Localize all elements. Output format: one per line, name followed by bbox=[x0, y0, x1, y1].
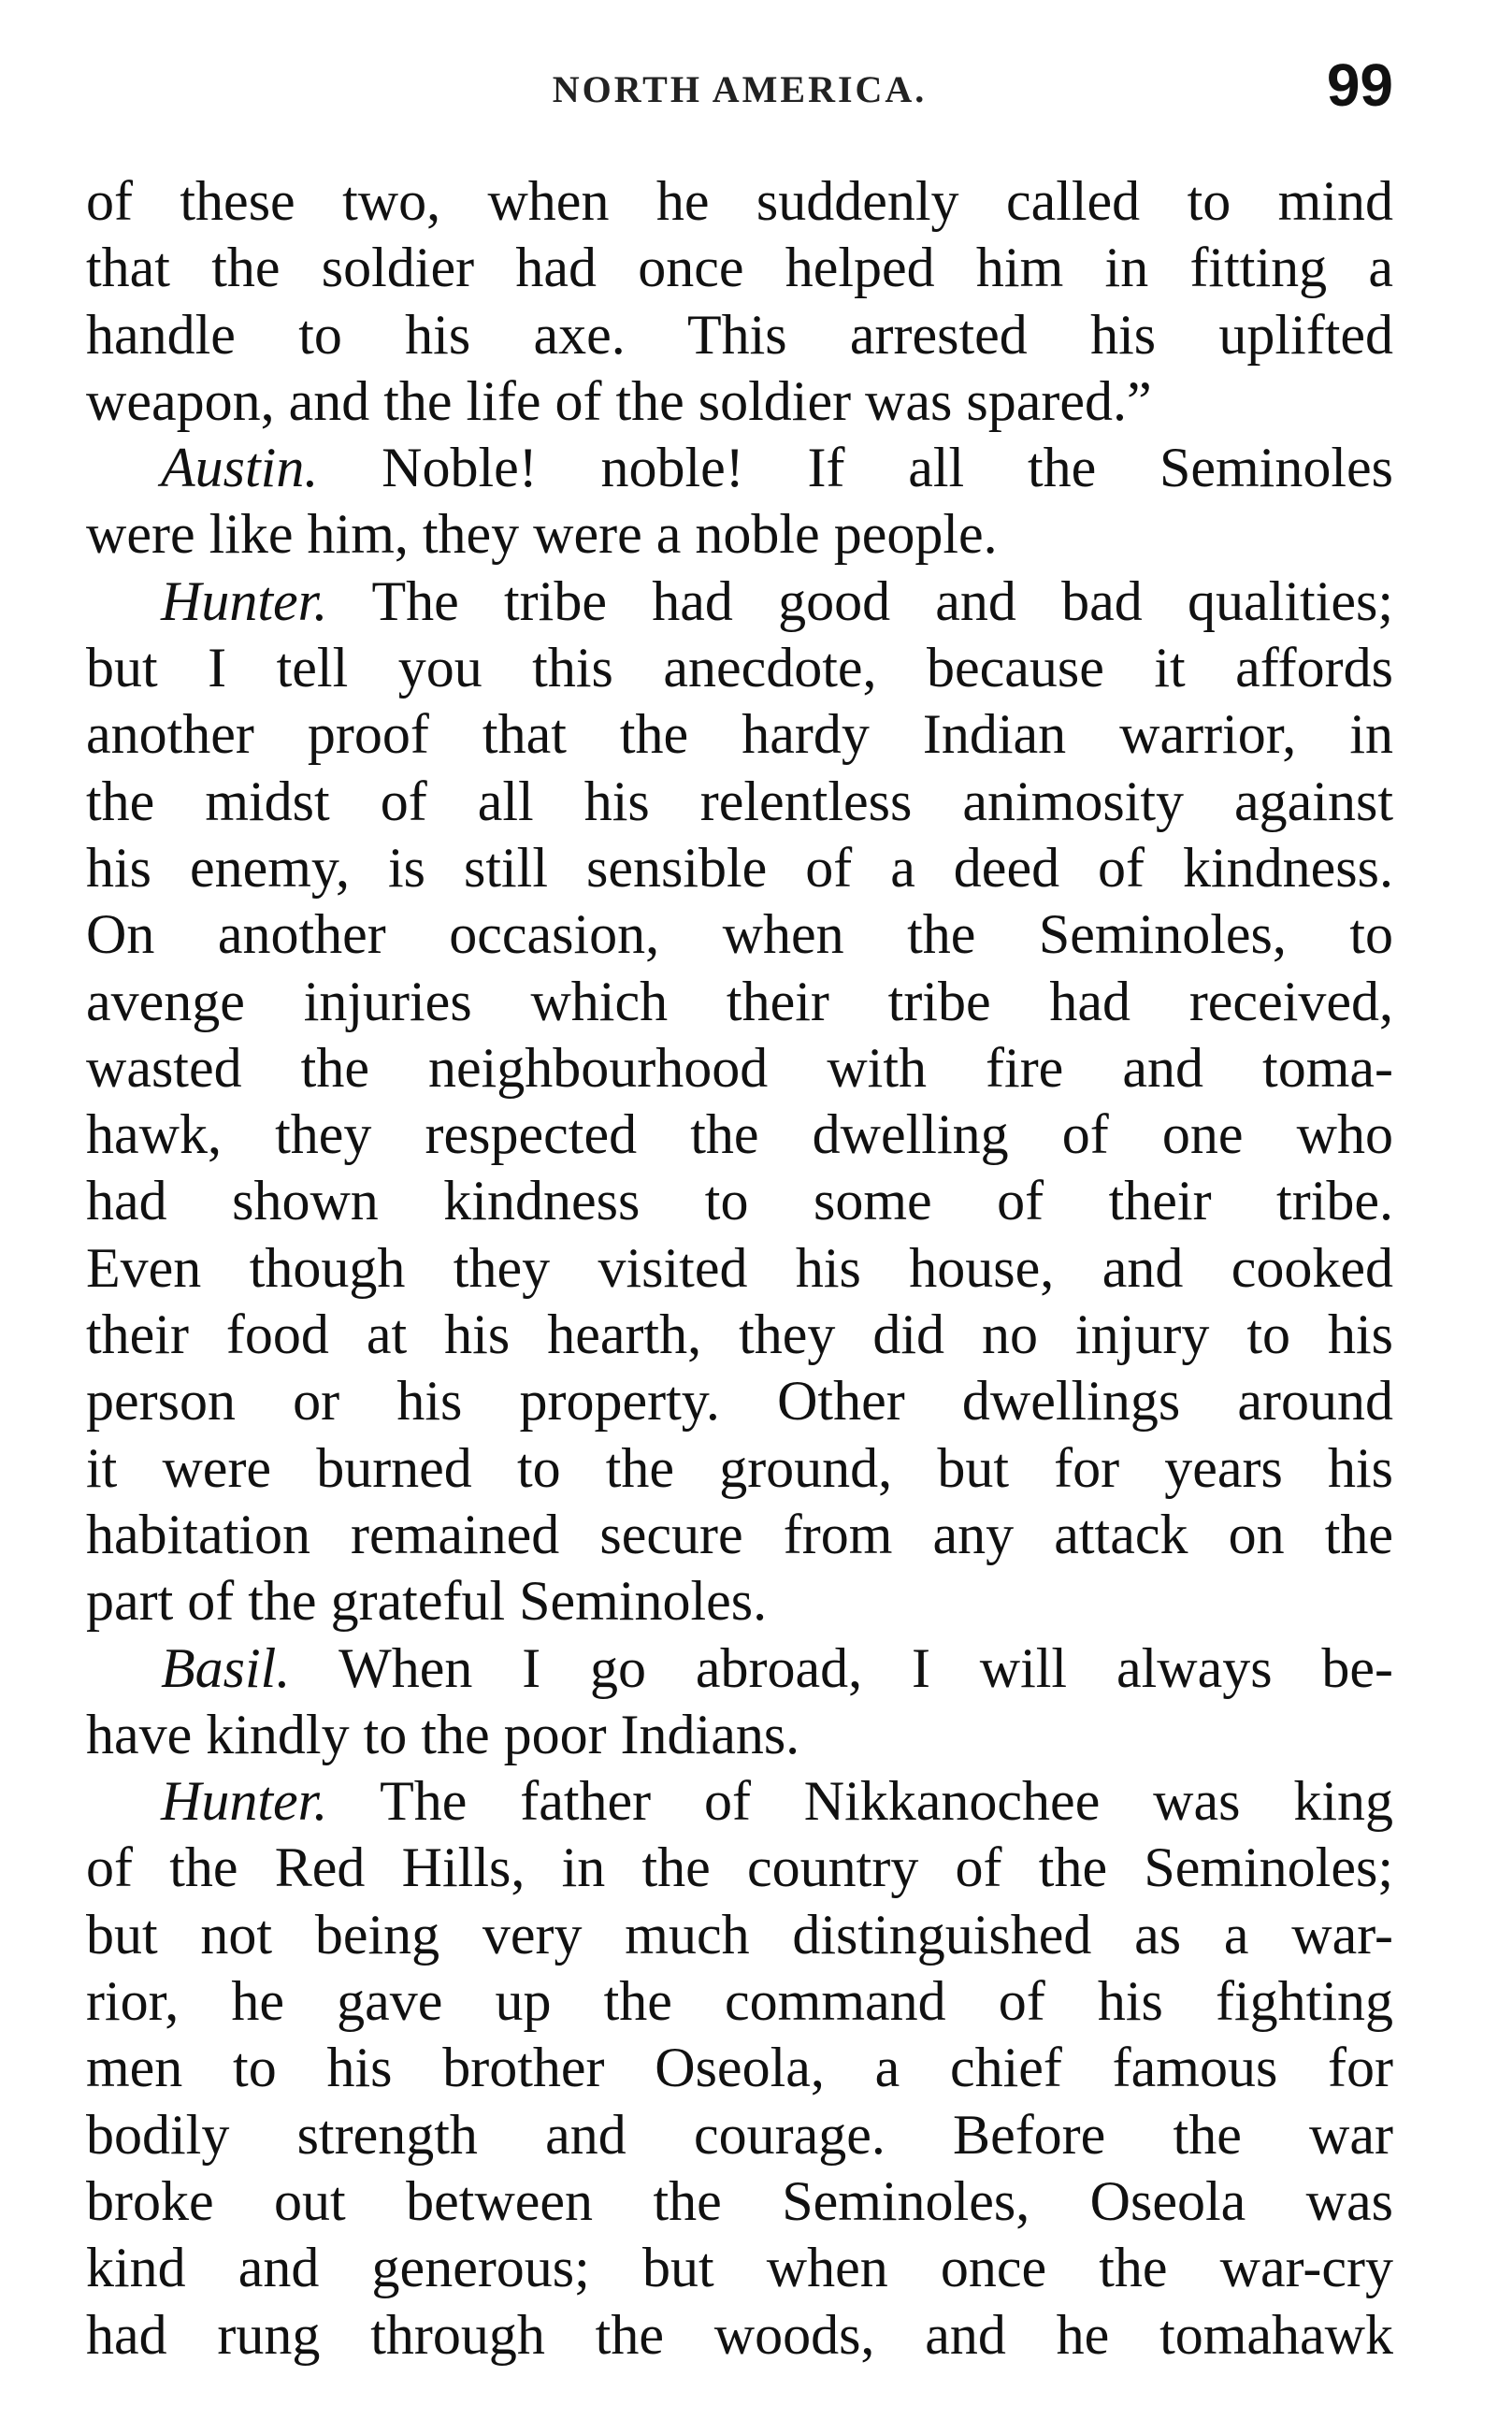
running-head bbox=[86, 50, 1393, 125]
text-line: hawk, they respected the dwelling of one who bbox=[86, 1103, 1393, 1166]
speech-text: Noble! noble! If all the Seminoles bbox=[382, 437, 1393, 499]
text-line: bodily strength and courage. Before the war bbox=[86, 2103, 1393, 2166]
speech-line bbox=[86, 1768, 1393, 1835]
text-line: his enemy, is still sensible of a deed of kindness. bbox=[86, 836, 1393, 899]
speaker-name: Hunter. bbox=[161, 569, 328, 632]
text-line: but I tell you this anecdote, because it affords bbox=[86, 637, 1393, 699]
text-line: have kindly to the poor Indians. bbox=[86, 1703, 800, 1765]
speech-line bbox=[86, 1635, 1393, 1702]
text-line: On another occasion, when the Seminoles, to bbox=[86, 903, 1393, 966]
text-line: broke out between the Seminoles, Oseola was bbox=[86, 2169, 1393, 2232]
text-line: Even though they visited his house, and cooked bbox=[86, 1236, 1393, 1299]
text-line: part of the grateful Seminoles. bbox=[86, 1570, 768, 1633]
text-line: men to his brother Oseola, a chief famous for bbox=[86, 2037, 1393, 2099]
text-line: but not being very much distinguished as a war- bbox=[86, 1903, 1393, 1966]
text-line: of the Red Hills, in the country of the Seminoles; bbox=[86, 1836, 1393, 1899]
text-line: rior, he gave up the command of his fighting bbox=[86, 1970, 1393, 2033]
speech-text: The father of Nikkanochee was king bbox=[380, 1770, 1393, 1833]
page-number: 99 bbox=[1326, 51, 1393, 119]
text-line: that the soldier had once helped him in fitting a bbox=[86, 237, 1393, 299]
speech-text: When I go abroad, I will always be- bbox=[338, 1636, 1393, 1699]
text-line: of these two, when he suddenly called to mind bbox=[86, 170, 1393, 232]
text-line: their food at his hearth, they did no injury to his bbox=[86, 1303, 1393, 1366]
text-line: it were burned to the ground, but for years his bbox=[86, 1436, 1393, 1499]
text-line: another proof that the hardy Indian warrior, in bbox=[86, 703, 1393, 766]
text-line: habitation remained secure from any attack on the bbox=[86, 1503, 1393, 1565]
text-line: the midst of all his relentless animosity against bbox=[86, 770, 1393, 832]
text-line: had shown kindness to some of their tribe. bbox=[86, 1170, 1393, 1232]
text-line: handle to his axe. This arrested his uplifted bbox=[86, 303, 1393, 366]
text-line: kind and generous; but when once the war-cry bbox=[86, 2237, 1393, 2299]
running-title: NORTH AMERICA. bbox=[552, 68, 928, 110]
text-line: avenge injuries which their tribe had received, bbox=[86, 970, 1393, 1032]
text-line: person or his property. Other dwellings around bbox=[86, 1370, 1393, 1433]
speech-line bbox=[86, 435, 1393, 501]
text-line: were like him, they were a noble people. bbox=[86, 503, 998, 566]
body-text bbox=[86, 168, 1393, 2369]
speech-line bbox=[86, 569, 1393, 635]
speaker-name: Austin. bbox=[161, 437, 319, 499]
speaker-name: Hunter. bbox=[161, 1770, 328, 1833]
speaker-name: Basil. bbox=[161, 1636, 291, 1699]
text-line: had rung through the woods, and he tomahawk bbox=[86, 2303, 1393, 2366]
text-line: weapon, and the life of the soldier was spared.” bbox=[86, 369, 1152, 432]
text-line: wasted the neighbourhood with fire and toma- bbox=[86, 1036, 1393, 1099]
speech-text: The tribe had good and bad qualities; bbox=[371, 569, 1393, 632]
